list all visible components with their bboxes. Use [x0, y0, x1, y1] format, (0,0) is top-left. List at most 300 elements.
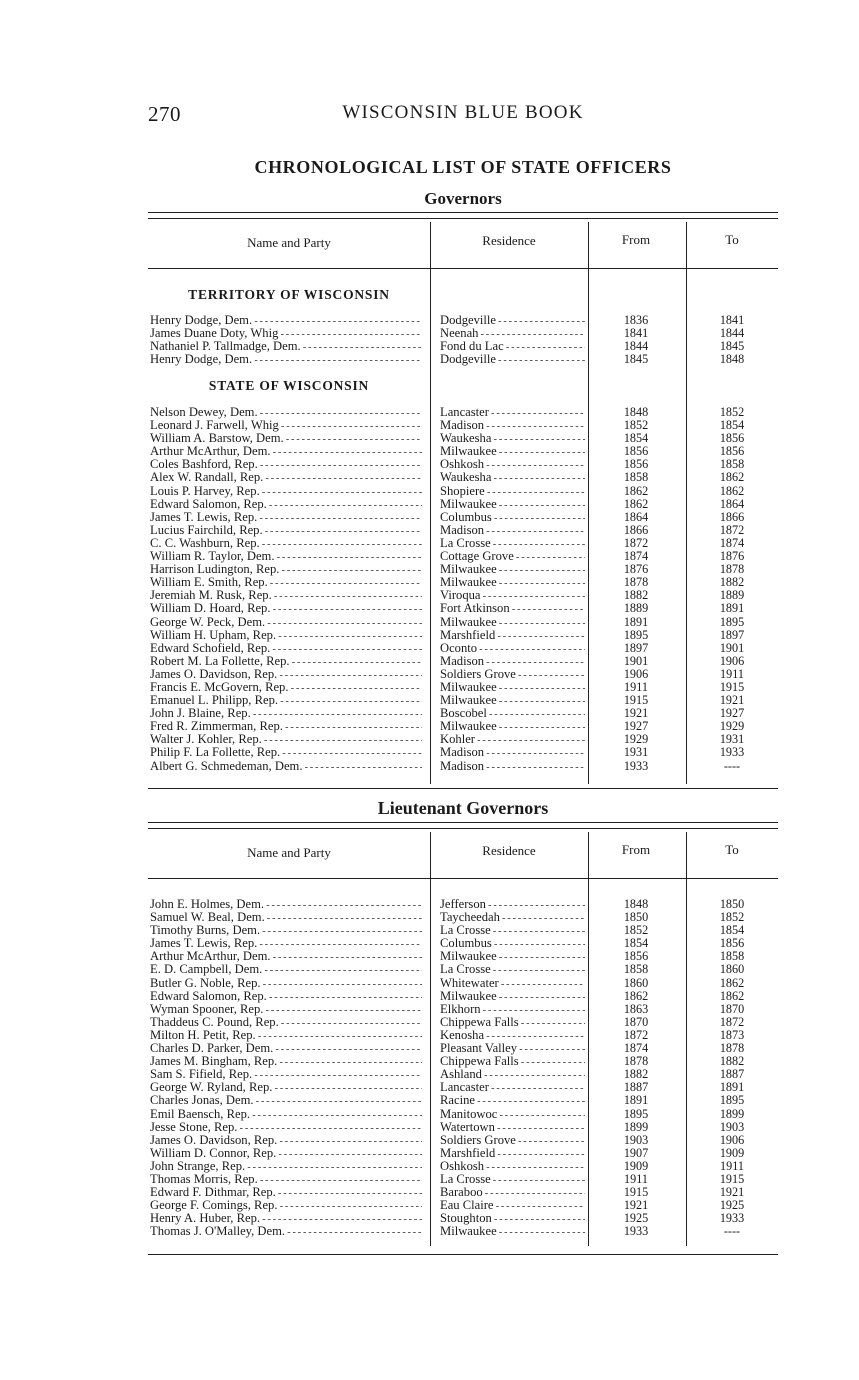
name-cell: Samuel W. Beal, Dem. - - -	[150, 911, 422, 925]
to-cell: 1844	[719, 326, 745, 341]
residence-cell: Viroqua - - -	[440, 589, 585, 603]
to-cell: 1933	[719, 1211, 745, 1226]
residence-cell: Taycheedah - - -	[440, 911, 585, 925]
table-top-rule	[148, 212, 778, 219]
table-row	[148, 642, 778, 655]
residence-cell: Milwaukee - - -	[440, 445, 585, 459]
table-row	[148, 746, 778, 759]
table-row	[148, 314, 778, 327]
page-header	[148, 102, 778, 128]
to-cell: 1895	[719, 1093, 745, 1108]
header-from: From	[621, 842, 651, 857]
governors-title: Governors	[424, 189, 502, 208]
to-cell: 1858	[719, 457, 745, 472]
residence-cell: Manitowoc - - -	[440, 1108, 585, 1122]
name-cell: Henry Dodge, Dem. - - -	[150, 314, 422, 328]
from-cell: 1858	[623, 470, 649, 485]
table-row	[148, 1225, 778, 1238]
from-cell: 1899	[623, 1119, 649, 1134]
residence-cell: Neenah - - -	[440, 327, 585, 341]
table-row	[148, 898, 778, 911]
table-row	[148, 471, 778, 484]
residence-cell: La Crosse - - -	[440, 924, 585, 938]
name-cell: Emanuel L. Philipp, Rep. - - -	[150, 694, 422, 708]
name-cell: Fred R. Zimmerman, Rep. - - -	[150, 720, 422, 734]
name-cell: Sam S. Fifield, Rep. - - -	[150, 1068, 422, 1082]
name-cell: James O. Davidson, Rep. - - -	[150, 1134, 422, 1148]
residence-cell: Waukesha - - -	[440, 432, 585, 446]
residence-cell: Oshkosh - - -	[440, 1160, 585, 1174]
table-row	[148, 707, 778, 720]
from-cell: 1878	[623, 575, 649, 590]
table-row	[148, 733, 778, 746]
from-cell: 1845	[623, 352, 649, 367]
residence-cell: Soldiers Grove - - -	[440, 668, 585, 682]
name-cell: Robert M. La Follette, Rep. - - -	[150, 655, 422, 669]
name-cell: William D. Connor, Rep. - - -	[150, 1147, 422, 1161]
state-rows	[148, 406, 778, 773]
name-cell: Emil Baensch, Rep. - - -	[150, 1108, 422, 1122]
table-row	[148, 1212, 778, 1225]
residence-cell: Jefferson - - -	[440, 898, 585, 912]
table-row	[148, 1121, 778, 1134]
table-row	[148, 720, 778, 733]
to-cell: 1882	[719, 1054, 745, 1069]
running-title: WISCONSIN BLUE BOOK	[342, 102, 584, 123]
from-cell: 1836	[623, 313, 649, 327]
name-cell: Wyman Spooner, Rep. - - -	[150, 1003, 422, 1017]
table-row	[148, 406, 778, 419]
to-cell: 1862	[719, 975, 745, 990]
from-cell: 1862	[623, 496, 649, 511]
to-cell: 1854	[719, 923, 745, 938]
from-cell: 1921	[623, 706, 649, 721]
from-cell: 1887	[623, 1080, 649, 1095]
name-cell: William R. Taylor, Dem. - - -	[150, 550, 422, 564]
table-row	[148, 1029, 778, 1042]
residence-cell: Milwaukee - - -	[440, 498, 585, 512]
name-cell: Coles Bashford, Rep. - - -	[150, 458, 422, 472]
to-cell: 1911	[720, 1158, 744, 1173]
from-cell: 1921	[623, 1198, 649, 1213]
from-cell: 1862	[623, 483, 649, 498]
to-cell: 1911	[720, 666, 744, 681]
residence-cell: Pleasant Valley - - -	[440, 1042, 585, 1056]
residence-cell: Baraboo - - -	[440, 1186, 585, 1200]
residence-cell: Milwaukee - - -	[440, 694, 585, 708]
table-row	[148, 760, 778, 773]
header-rule	[148, 878, 778, 879]
residence-cell: Racine - - -	[440, 1094, 585, 1108]
residence-cell: Madison - - -	[440, 746, 585, 760]
name-cell: John E. Holmes, Dem. - - -	[150, 898, 422, 912]
to-cell: 1891	[719, 1080, 745, 1095]
name-cell: Philip F. La Follette, Rep. - - -	[150, 746, 422, 760]
table-row	[148, 576, 778, 589]
table-top-rule	[148, 822, 778, 829]
from-cell: 1882	[623, 1067, 649, 1082]
table-bottom-rule	[148, 1254, 778, 1255]
lieutenant-governor-rows	[148, 898, 778, 1238]
name-cell: C. C. Washburn, Rep. - - -	[150, 537, 422, 551]
residence-cell: La Crosse - - -	[440, 1173, 585, 1187]
to-cell: 1882	[719, 575, 745, 590]
table-row	[148, 668, 778, 681]
residence-cell: Milwaukee - - -	[440, 576, 585, 590]
name-cell: James M. Bingham, Rep. - - -	[150, 1055, 422, 1069]
table-row	[148, 458, 778, 471]
name-cell: Charles D. Parker, Dem. - - -	[150, 1042, 422, 1056]
lieutenant-governors-table	[148, 822, 778, 1260]
to-cell: 1889	[719, 588, 745, 603]
to-cell: 1866	[719, 509, 745, 524]
to-cell: 1841	[719, 313, 745, 327]
name-cell: James T. Lewis, Rep. - - -	[150, 937, 422, 951]
from-cell: 1860	[623, 975, 649, 990]
header-residence: Residence	[482, 843, 536, 858]
residence-cell: Dodgeville - - -	[440, 353, 585, 367]
table-row	[148, 1108, 778, 1121]
from-cell: 1862	[623, 988, 649, 1003]
to-cell: 1899	[719, 1106, 745, 1121]
from-cell: 1903	[623, 1132, 649, 1147]
name-cell: John J. Blaine, Rep. - - -	[150, 707, 422, 721]
header-from: From	[621, 232, 651, 247]
table-row	[148, 694, 778, 707]
from-cell: 1856	[623, 457, 649, 472]
name-cell: Timothy Burns, Dem. - - -	[150, 924, 422, 938]
from-cell: 1854	[623, 431, 649, 446]
to-cell: 1856	[719, 431, 745, 446]
name-cell: E. D. Campbell, Dem. - - -	[150, 963, 422, 977]
table-row	[148, 1042, 778, 1055]
to-cell: 1876	[719, 549, 745, 564]
name-cell: James T. Lewis, Rep. - - -	[150, 511, 422, 525]
table-row	[148, 432, 778, 445]
residence-cell: Fort Atkinson - - -	[440, 602, 585, 616]
residence-cell: Watertown - - -	[440, 1121, 585, 1135]
name-cell: Harrison Ludington, Rep. - - -	[150, 563, 422, 577]
table-row	[148, 419, 778, 432]
to-cell: 1862	[719, 483, 745, 498]
residence-cell: Shopiere - - -	[440, 485, 585, 499]
to-cell: 1878	[719, 562, 745, 577]
table-row	[148, 1173, 778, 1186]
from-cell: 1874	[623, 1041, 649, 1056]
residence-cell: Madison - - -	[440, 419, 585, 433]
residence-cell: Madison - - -	[440, 524, 585, 538]
table-row	[148, 977, 778, 990]
governors-table	[148, 212, 778, 790]
to-cell: 1852	[719, 910, 745, 925]
name-cell: George W. Peck, Dem. - - -	[150, 616, 422, 630]
name-cell: Albert G. Schmedeman, Dem. - - -	[150, 760, 422, 774]
to-cell: 1878	[719, 1041, 745, 1056]
residence-cell: Lancaster - - -	[440, 1081, 585, 1095]
name-cell: Nelson Dewey, Dem. - - -	[150, 406, 422, 420]
table-row	[148, 485, 778, 498]
to-cell: 1921	[719, 1185, 745, 1200]
from-cell: 1933	[623, 758, 649, 773]
residence-cell: Chippewa Falls - - -	[440, 1016, 585, 1030]
from-cell: 1897	[623, 640, 649, 655]
to-cell: 1895	[719, 614, 745, 629]
to-cell: 1862	[719, 470, 745, 485]
to-cell: 1852	[719, 405, 745, 419]
name-cell: Francis E. McGovern, Rep. - - -	[150, 681, 422, 695]
from-cell: 1864	[623, 509, 649, 524]
name-cell: Nathaniel P. Tallmadge, Dem. - - -	[150, 340, 422, 354]
residence-cell: Madison - - -	[440, 655, 585, 669]
to-cell: 1887	[719, 1067, 745, 1082]
name-cell: William D. Hoard, Rep. - - -	[150, 602, 422, 616]
header-name-party: Name and Party	[247, 845, 331, 860]
residence-cell: Milwaukee - - -	[440, 1225, 585, 1239]
to-cell: 1915	[719, 1171, 745, 1186]
name-cell: Thomas Morris, Rep. - - -	[150, 1173, 422, 1187]
to-cell: 1864	[719, 496, 745, 511]
name-cell: Thomas J. O'Malley, Dem. - - -	[150, 1225, 422, 1239]
name-cell: John Strange, Rep. - - -	[150, 1160, 422, 1174]
name-cell: Thaddeus C. Pound, Rep. - - -	[150, 1016, 422, 1030]
from-cell: 1889	[623, 601, 649, 616]
table-row	[148, 550, 778, 563]
from-cell: 1863	[623, 1001, 649, 1016]
table-row	[148, 950, 778, 963]
residence-cell: Milwaukee - - -	[440, 616, 585, 630]
from-cell: 1874	[623, 549, 649, 564]
table-row	[148, 937, 778, 950]
header-name-party: Name and Party	[247, 235, 331, 250]
residence-cell: Ashland - - -	[440, 1068, 585, 1082]
name-cell: Jeremiah M. Rusk, Rep. - - -	[150, 589, 422, 603]
residence-cell: Oshkosh - - -	[440, 458, 585, 472]
residence-cell: Waukesha - - -	[440, 471, 585, 485]
from-cell: 1882	[623, 588, 649, 603]
from-cell: 1915	[623, 693, 649, 708]
territory-rows	[148, 314, 778, 366]
table-row	[148, 1016, 778, 1029]
from-cell: 1933	[623, 1224, 649, 1239]
from-cell: 1876	[623, 562, 649, 577]
from-cell: 1895	[623, 1106, 649, 1121]
table-row	[148, 1068, 778, 1081]
from-cell: 1878	[623, 1054, 649, 1069]
name-cell: George F. Comings, Rep. - - -	[150, 1199, 422, 1213]
to-cell: 1850	[719, 897, 745, 911]
name-cell: George W. Ryland, Rep. - - -	[150, 1081, 422, 1095]
from-cell: 1872	[623, 535, 649, 550]
residence-cell: Stoughton - - -	[440, 1212, 585, 1226]
table-row	[148, 1160, 778, 1173]
residence-cell: Milwaukee - - -	[440, 681, 585, 695]
from-cell: 1925	[623, 1211, 649, 1226]
table-row	[148, 911, 778, 924]
residence-cell: Columbus - - -	[440, 937, 585, 951]
to-cell: 1897	[719, 627, 745, 642]
table-row	[148, 563, 778, 576]
to-cell: 1921	[719, 693, 745, 708]
table-row	[148, 681, 778, 694]
name-cell: Butler G. Noble, Rep. - - -	[150, 977, 422, 991]
residence-cell: Eau Claire - - -	[440, 1199, 585, 1213]
to-cell: 1872	[719, 522, 745, 537]
name-cell: William A. Barstow, Dem. - - -	[150, 432, 422, 446]
table-row	[148, 589, 778, 602]
residence-cell: Chippewa Falls - - -	[440, 1055, 585, 1069]
to-cell: 1848	[719, 352, 745, 367]
name-cell: Jesse Stone, Rep. - - -	[150, 1121, 422, 1135]
from-cell: 1870	[623, 1014, 649, 1029]
from-cell: 1848	[623, 405, 649, 419]
from-cell: 1856	[623, 949, 649, 964]
residence-cell: Milwaukee - - -	[440, 990, 585, 1004]
to-cell: ----	[723, 758, 741, 773]
residence-cell: Soldiers Grove - - -	[440, 1134, 585, 1148]
from-cell: 1911	[624, 679, 648, 694]
to-cell: 1872	[719, 1014, 745, 1029]
table-row	[148, 1134, 778, 1147]
name-cell: James O. Davidson, Rep. - - -	[150, 668, 422, 682]
to-cell: 1862	[719, 988, 745, 1003]
header-residence: Residence	[482, 233, 536, 248]
from-cell: 1915	[623, 1185, 649, 1200]
table-row	[148, 353, 778, 366]
main-title: CHRONOLOGICAL LIST OF STATE OFFICERS	[254, 157, 672, 177]
name-cell: Edward Salomon, Rep. - - -	[150, 498, 422, 512]
residence-cell: Madison - - -	[440, 760, 585, 774]
table-row	[148, 1094, 778, 1107]
to-cell: 1874	[719, 535, 745, 550]
from-cell: 1854	[623, 936, 649, 951]
name-cell: Arthur McArthur, Dem. - - -	[150, 950, 422, 964]
from-cell: 1906	[623, 666, 649, 681]
header-to: To	[725, 842, 739, 857]
to-cell: 1860	[719, 962, 745, 977]
residence-cell: Elkhorn - - -	[440, 1003, 585, 1017]
table-row	[148, 1003, 778, 1016]
residence-cell: Cottage Grove - - -	[440, 550, 585, 564]
to-cell: 1856	[719, 444, 745, 459]
name-cell: Lucius Fairchild, Rep. - - -	[150, 524, 422, 538]
table-row	[148, 498, 778, 511]
residence-cell: Milwaukee - - -	[440, 563, 585, 577]
from-cell: 1872	[623, 1027, 649, 1042]
residence-cell: Marshfield - - -	[440, 1147, 585, 1161]
residence-cell: Milwaukee - - -	[440, 950, 585, 964]
from-cell: 1927	[623, 719, 649, 734]
header-rule	[148, 268, 778, 269]
table-row	[148, 524, 778, 537]
to-cell: 1906	[719, 653, 745, 668]
from-cell: 1895	[623, 627, 649, 642]
residence-cell: Columbus - - -	[440, 511, 585, 525]
residence-cell: Lancaster - - -	[440, 406, 585, 420]
from-cell: 1931	[623, 745, 649, 760]
table-row	[148, 511, 778, 524]
from-cell: 1856	[623, 444, 649, 459]
from-cell: 1907	[623, 1145, 649, 1160]
name-cell: James Duane Doty, Whig - - -	[150, 327, 422, 341]
to-cell: 1858	[719, 949, 745, 964]
from-cell: 1911	[624, 1171, 648, 1186]
name-cell: Leonard J. Farwell, Whig - - -	[150, 419, 422, 433]
from-cell: 1858	[623, 962, 649, 977]
name-cell: William H. Upham, Rep. - - -	[150, 629, 422, 643]
table-row	[148, 1147, 778, 1160]
residence-cell: Dodgeville - - -	[440, 314, 585, 328]
to-cell: 1845	[719, 339, 745, 354]
table-row	[148, 655, 778, 668]
to-cell: 1856	[719, 936, 745, 951]
name-cell: Edward Salomon, Rep. - - -	[150, 990, 422, 1004]
from-cell: 1866	[623, 522, 649, 537]
table-row	[148, 537, 778, 550]
to-cell: 1915	[719, 679, 745, 694]
from-cell: 1929	[623, 732, 649, 747]
name-cell: Charles Jonas, Dem. - - -	[150, 1094, 422, 1108]
page-number: 270	[148, 102, 181, 126]
table-row	[148, 1186, 778, 1199]
from-cell: 1848	[623, 897, 649, 911]
to-cell: 1909	[719, 1145, 745, 1160]
name-cell: Edward F. Dithmar, Rep. - - -	[150, 1186, 422, 1200]
header-to: To	[725, 232, 739, 247]
name-cell: Henry A. Huber, Rep. - - -	[150, 1212, 422, 1226]
residence-cell: Whitewater - - -	[440, 977, 585, 991]
from-cell: 1852	[623, 418, 649, 433]
residence-cell: La Crosse - - -	[440, 963, 585, 977]
from-cell: 1909	[623, 1158, 649, 1173]
table-row	[148, 445, 778, 458]
to-cell: 1854	[719, 418, 745, 433]
to-cell: 1891	[719, 601, 745, 616]
table-row	[148, 990, 778, 1003]
to-cell: ----	[723, 1224, 741, 1239]
to-cell: 1906	[719, 1132, 745, 1147]
from-cell: 1891	[623, 1093, 649, 1108]
residence-cell: Oconto - - -	[440, 642, 585, 656]
name-cell: Alex W. Randall, Rep. - - -	[150, 471, 422, 485]
to-cell: 1927	[719, 706, 745, 721]
table-row	[148, 1199, 778, 1212]
name-cell: Milton H. Petit, Rep. - - -	[150, 1029, 422, 1043]
table-row	[148, 602, 778, 615]
residence-cell: Marshfield - - -	[440, 629, 585, 643]
from-cell: 1891	[623, 614, 649, 629]
name-cell: Arthur McArthur, Dem. - - -	[150, 445, 422, 459]
name-cell: Walter J. Kohler, Rep. - - -	[150, 733, 422, 747]
name-cell: Henry Dodge, Dem. - - -	[150, 353, 422, 367]
territory-heading: TERRITORY OF WISCONSIN	[188, 287, 390, 302]
to-cell: 1873	[719, 1027, 745, 1042]
residence-cell: La Crosse - - -	[440, 537, 585, 551]
to-cell: 1870	[719, 1001, 745, 1016]
residence-cell: Boscobel - - -	[440, 707, 585, 721]
residence-cell: Kohler - - -	[440, 733, 585, 747]
lieutenant-governors-title: Lieutenant Governors	[377, 798, 549, 818]
to-cell: 1929	[719, 719, 745, 734]
to-cell: 1925	[719, 1198, 745, 1213]
residence-cell: Fond du Lac - - -	[440, 340, 585, 354]
table-row	[148, 924, 778, 937]
table-row	[148, 616, 778, 629]
table-row	[148, 340, 778, 353]
table-row	[148, 1081, 778, 1094]
table-row	[148, 629, 778, 642]
name-cell: Louis P. Harvey, Rep. - - -	[150, 485, 422, 499]
state-heading: STATE OF WISCONSIN	[208, 378, 370, 393]
